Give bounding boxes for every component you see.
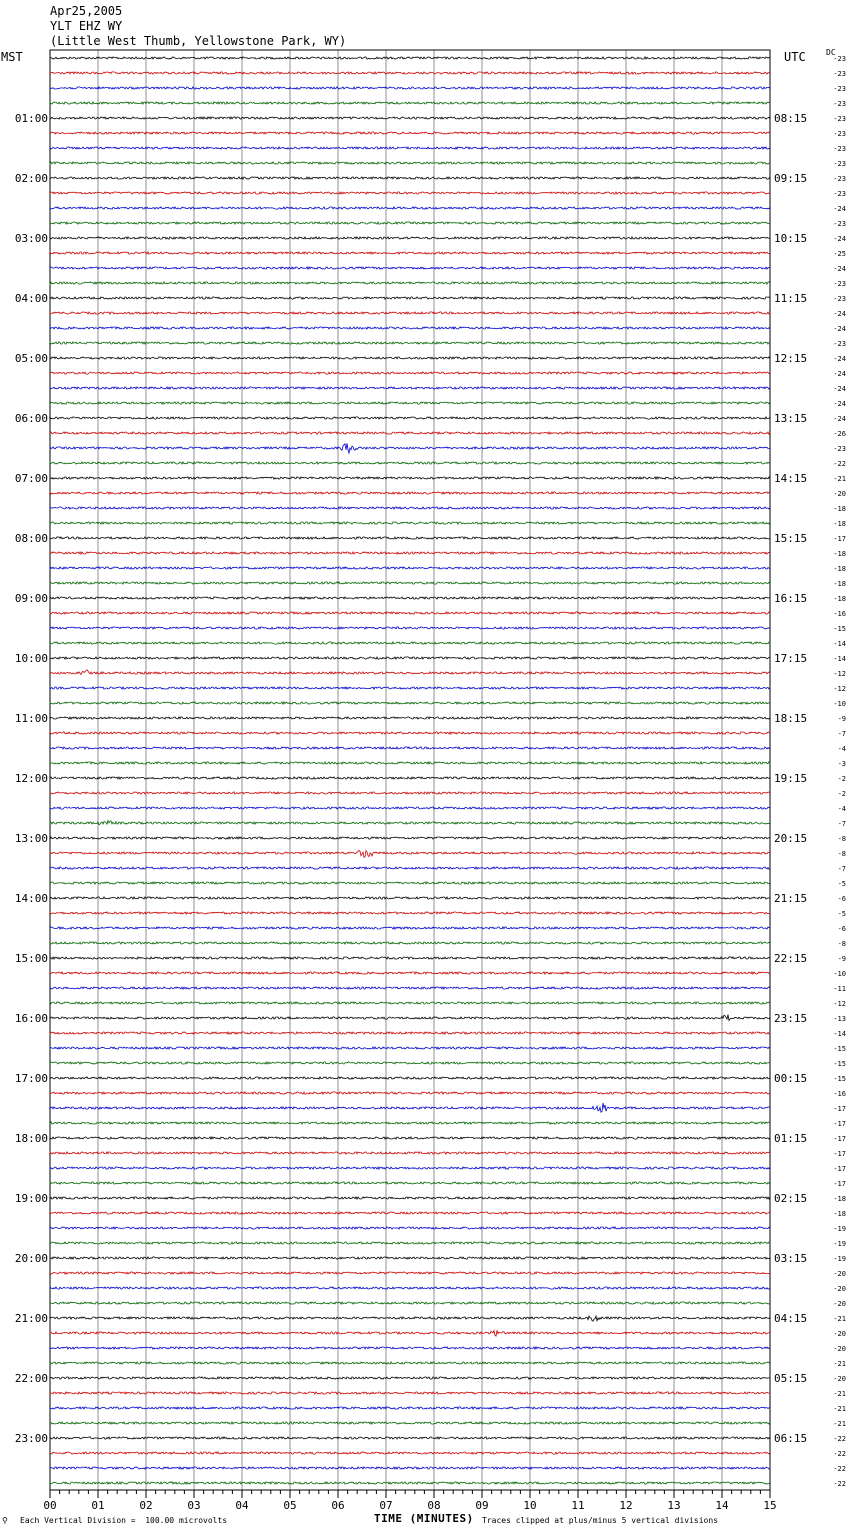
mst-hour-label: 23:00 — [14, 1432, 48, 1445]
utc-hour-label: 01:15 — [774, 1132, 808, 1145]
seismic-trace — [50, 1392, 770, 1394]
dc-offset-label: -9 — [837, 715, 846, 723]
mst-hour-label: 16:00 — [14, 1012, 48, 1025]
dc-offset-label: -14 — [833, 640, 846, 648]
dc-offset-label: -24 — [833, 370, 846, 378]
plot-date: Apr25,2005 — [50, 4, 123, 18]
x-tick-label: 09 — [475, 1499, 489, 1512]
left-timezone-label: MST — [1, 50, 23, 64]
dc-offset-label: -21 — [833, 1390, 846, 1398]
seismic-trace — [50, 670, 770, 675]
dc-offset-label: -4 — [837, 805, 846, 813]
utc-hour-label: 19:15 — [774, 772, 808, 785]
mst-hour-label: 02:00 — [14, 172, 48, 185]
seismic-trace — [50, 1047, 770, 1049]
seismic-trace — [50, 627, 770, 629]
seismic-trace — [50, 1437, 770, 1439]
seismic-trace — [50, 717, 770, 719]
dc-offset-label: -7 — [837, 820, 846, 828]
seismic-trace — [50, 972, 770, 974]
dc-offset-label: -24 — [833, 235, 846, 243]
seismic-trace — [50, 1062, 770, 1064]
dc-offset-label: -23 — [833, 175, 846, 183]
mst-hour-label: 17:00 — [14, 1072, 48, 1085]
seismic-trace — [50, 1272, 770, 1274]
scale-icon: ⚲ — [2, 1516, 8, 1525]
dc-offset-label: -24 — [833, 310, 846, 318]
seismic-trace — [50, 1015, 770, 1021]
dc-offset-label: -23 — [833, 100, 846, 108]
x-tick-label: 10 — [523, 1499, 537, 1512]
seismic-trace — [50, 1032, 770, 1034]
seismic-trace — [50, 1302, 770, 1304]
dc-offset-label: -15 — [833, 625, 846, 633]
seismic-trace — [50, 192, 770, 194]
x-tick-label: 03 — [187, 1499, 201, 1512]
x-tick-label: 01 — [91, 1499, 105, 1512]
seismic-trace — [50, 207, 770, 209]
seismic-trace — [50, 552, 770, 554]
x-tick-label: 06 — [331, 1499, 345, 1512]
dc-offset-label: -22 — [833, 1450, 846, 1458]
utc-hour-label: 09:15 — [774, 172, 808, 185]
mst-hour-label: 04:00 — [14, 292, 48, 305]
utc-hour-label: 20:15 — [774, 832, 808, 845]
dc-offset-label: -18 — [833, 505, 846, 513]
seismic-trace — [50, 747, 770, 749]
dc-offset-label: -20 — [833, 1300, 846, 1308]
dc-offset-label: -18 — [833, 520, 846, 528]
dc-offset-label: -5 — [837, 880, 846, 888]
dc-offset-label: -21 — [833, 1405, 846, 1413]
mst-hour-label: 12:00 — [14, 772, 48, 785]
dc-offset-label: -19 — [833, 1255, 846, 1263]
seismic-trace — [50, 732, 770, 734]
utc-hour-label: 12:15 — [774, 352, 808, 365]
seismic-trace — [50, 57, 770, 59]
seismic-trace — [50, 387, 770, 389]
seismic-trace — [50, 912, 770, 914]
dc-offset-label: -23 — [833, 55, 846, 63]
seismic-trace — [50, 657, 770, 659]
seismic-trace — [50, 402, 770, 404]
mst-hour-label: 15:00 — [14, 952, 48, 965]
dc-offset-label: -16 — [833, 610, 846, 618]
x-tick-label: 11 — [571, 1499, 585, 1512]
seismic-trace — [50, 612, 770, 614]
dc-offset-label: -20 — [833, 1285, 846, 1293]
seismic-trace — [50, 882, 770, 884]
seismic-trace — [50, 702, 770, 704]
dc-offset-label: -24 — [833, 325, 846, 333]
mst-hour-label: 19:00 — [14, 1192, 48, 1205]
dc-offset-label: -16 — [833, 1090, 846, 1098]
seismic-trace — [50, 792, 770, 794]
dc-offset-label: -17 — [833, 1105, 846, 1113]
dc-offset-label: -14 — [833, 655, 846, 663]
x-tick-label: 00 — [43, 1499, 57, 1512]
seismic-trace — [50, 507, 770, 509]
dc-offset-label: -18 — [833, 550, 846, 558]
x-tick-label: 13 — [667, 1499, 681, 1512]
dc-offset-label: -9 — [837, 955, 846, 963]
seismic-trace — [50, 477, 770, 479]
dc-offset-label: -14 — [833, 1030, 846, 1038]
seismic-trace — [50, 777, 770, 779]
dc-offset-label: -6 — [837, 925, 846, 933]
station-location: (Little West Thumb, Yellowstone Park, WY) — [50, 34, 347, 48]
mst-hour-label: 09:00 — [14, 592, 48, 605]
seismic-trace — [50, 117, 770, 119]
mst-hour-label: 13:00 — [14, 832, 48, 845]
mst-hour-label: 22:00 — [14, 1372, 48, 1385]
seismic-trace — [50, 582, 770, 584]
dc-offset-label: -23 — [833, 190, 846, 198]
dc-offset-label: -23 — [833, 220, 846, 228]
utc-hour-label: 06:15 — [774, 1432, 808, 1445]
mst-hour-label: 14:00 — [14, 892, 48, 905]
dc-offset-label: -8 — [837, 940, 846, 948]
seismic-trace — [50, 687, 770, 689]
utc-hour-label: 03:15 — [774, 1252, 808, 1265]
mst-hour-label: 07:00 — [14, 472, 48, 485]
clip-note: Traces clipped at plus/minus 5 vertical divisions — [482, 1516, 719, 1525]
dc-offset-label: -17 — [833, 1165, 846, 1173]
dc-offset-label: -4 — [837, 745, 846, 753]
mst-hour-label: 08:00 — [14, 532, 48, 545]
dc-offset-label: -20 — [833, 1330, 846, 1338]
seismic-trace — [50, 267, 770, 269]
seismic-trace — [50, 642, 770, 644]
seismic-trace — [50, 1347, 770, 1349]
seismic-trace — [50, 1227, 770, 1229]
x-tick-label: 12 — [619, 1499, 633, 1512]
dc-offset-label: -24 — [833, 355, 846, 363]
seismic-trace — [50, 162, 770, 164]
mst-hour-label: 06:00 — [14, 412, 48, 425]
dc-offset-label: -24 — [833, 400, 846, 408]
dc-offset-header: DC — [826, 48, 836, 57]
seismic-trace — [50, 432, 770, 434]
dc-offset-label: -24 — [833, 265, 846, 273]
seismic-trace — [50, 177, 770, 179]
seismic-trace — [50, 987, 770, 989]
dc-offset-label: -22 — [833, 1480, 846, 1488]
dc-offset-label: -12 — [833, 670, 846, 678]
dc-offset-label: -7 — [837, 865, 846, 873]
mst-hour-label: 01:00 — [14, 112, 48, 125]
dc-offset-label: -15 — [833, 1060, 846, 1068]
utc-hour-label: 10:15 — [774, 232, 808, 245]
x-tick-label: 14 — [715, 1499, 729, 1512]
dc-offset-label: -22 — [833, 1465, 846, 1473]
dc-offset-label: -21 — [833, 475, 846, 483]
dc-offset-label: -15 — [833, 1075, 846, 1083]
seismic-trace — [50, 1182, 770, 1184]
seismic-trace — [50, 72, 770, 74]
plot-frame — [50, 50, 770, 1490]
mst-hour-label: 03:00 — [14, 232, 48, 245]
seismic-trace — [50, 312, 770, 314]
utc-hour-label: 08:15 — [774, 112, 808, 125]
x-tick-label: 07 — [379, 1499, 393, 1512]
dc-offset-label: -11 — [833, 985, 846, 993]
seismic-trace — [50, 537, 770, 539]
seismic-trace — [50, 807, 770, 809]
seismic-trace — [50, 147, 770, 149]
utc-hour-label: 05:15 — [774, 1372, 808, 1385]
dc-offset-label: -23 — [833, 295, 846, 303]
seismic-trace — [50, 897, 770, 899]
dc-offset-label: -23 — [833, 340, 846, 348]
seismic-trace — [50, 942, 770, 944]
dc-offset-label: -23 — [833, 445, 846, 453]
seismic-trace — [50, 1422, 770, 1424]
dc-offset-label: -6 — [837, 895, 846, 903]
seismic-trace — [50, 567, 770, 569]
x-tick-label: 15 — [763, 1499, 777, 1512]
dc-offset-label: -20 — [833, 490, 846, 498]
utc-hour-label: 23:15 — [774, 1012, 808, 1025]
dc-offset-label: -5 — [837, 910, 846, 918]
utc-hour-label: 14:15 — [774, 472, 808, 485]
seismic-trace — [50, 102, 770, 104]
dc-offset-label: -2 — [837, 775, 846, 783]
utc-hour-label: 00:15 — [774, 1072, 808, 1085]
seismic-trace — [50, 372, 770, 374]
utc-hour-label: 21:15 — [774, 892, 808, 905]
seismic-trace — [50, 867, 770, 869]
dc-offset-label: -23 — [833, 145, 846, 153]
mst-hour-label: 10:00 — [14, 652, 48, 665]
dc-offset-label: -8 — [837, 835, 846, 843]
dc-offset-label: -20 — [833, 1270, 846, 1278]
seismic-trace — [50, 357, 770, 359]
right-timezone-label: UTC — [784, 50, 806, 64]
dc-offset-label: -23 — [833, 160, 846, 168]
dc-offset-label: -21 — [833, 1420, 846, 1428]
seismic-trace — [50, 222, 770, 224]
dc-offset-label: -22 — [833, 460, 846, 468]
dc-offset-label: -22 — [833, 1435, 846, 1443]
dc-offset-label: -10 — [833, 970, 846, 978]
dc-offset-label: -10 — [833, 700, 846, 708]
dc-offset-label: -18 — [833, 580, 846, 588]
dc-offset-label: -15 — [833, 1045, 846, 1053]
seismic-trace — [50, 1482, 770, 1484]
dc-offset-label: -17 — [833, 1150, 846, 1158]
seismic-trace — [50, 1242, 770, 1244]
seismic-trace — [50, 1197, 770, 1199]
dc-offset-label: -23 — [833, 70, 846, 78]
dc-offset-label: -18 — [833, 565, 846, 573]
dc-offset-label: -17 — [833, 1180, 846, 1188]
seismic-trace — [50, 1103, 770, 1112]
utc-hour-label: 22:15 — [774, 952, 808, 965]
seismic-trace — [50, 132, 770, 134]
seismic-trace — [50, 597, 770, 599]
station-code: YLT EHZ WY — [50, 19, 123, 33]
mst-hour-label: 21:00 — [14, 1312, 48, 1325]
mst-hour-label: 20:00 — [14, 1252, 48, 1265]
utc-hour-label: 11:15 — [774, 292, 808, 305]
x-tick-label: 02 — [139, 1499, 153, 1512]
mst-hour-label: 11:00 — [14, 712, 48, 725]
utc-hour-label: 02:15 — [774, 1192, 808, 1205]
x-tick-label: 04 — [235, 1499, 249, 1512]
seismic-trace — [50, 1212, 770, 1214]
dc-offset-label: -23 — [833, 280, 846, 288]
seismic-trace — [50, 1137, 770, 1139]
utc-hour-label: 15:15 — [774, 532, 808, 545]
dc-offset-label: -8 — [837, 850, 846, 858]
seismic-trace — [50, 837, 770, 839]
dc-offset-label: -18 — [833, 1210, 846, 1218]
dc-offset-label: -20 — [833, 1345, 846, 1353]
dc-offset-label: -24 — [833, 385, 846, 393]
seismic-trace — [50, 1407, 770, 1409]
seismic-trace — [50, 282, 770, 284]
dc-offset-label: -21 — [833, 1360, 846, 1368]
seismic-trace — [50, 342, 770, 344]
seismic-trace — [50, 1122, 770, 1124]
utc-hour-label: 04:15 — [774, 1312, 808, 1325]
seismic-trace — [50, 1316, 770, 1321]
utc-hour-label: 18:15 — [774, 712, 808, 725]
x-axis-title: TIME (MINUTES) — [374, 1512, 474, 1525]
seismic-trace — [50, 1077, 770, 1079]
dc-offset-label: -12 — [833, 1000, 846, 1008]
dc-offset-label: -3 — [837, 760, 846, 768]
seismic-trace — [50, 522, 770, 524]
dc-offset-label: -19 — [833, 1225, 846, 1233]
seismic-trace — [50, 1377, 770, 1379]
utc-hour-label: 17:15 — [774, 652, 808, 665]
seismic-trace — [50, 957, 770, 959]
seismic-trace — [50, 1467, 770, 1469]
seismic-trace — [50, 1362, 770, 1364]
dc-offset-label: -19 — [833, 1240, 846, 1248]
seismic-trace — [50, 851, 770, 858]
utc-hour-label: 16:15 — [774, 592, 808, 605]
seismic-trace — [50, 492, 770, 494]
seismic-trace — [50, 462, 770, 464]
seismic-trace — [50, 1287, 770, 1289]
seismic-trace — [50, 87, 770, 89]
x-tick-label: 08 — [427, 1499, 441, 1512]
dc-offset-label: -17 — [833, 1120, 846, 1128]
dc-offset-label: -23 — [833, 130, 846, 138]
seismic-trace — [50, 417, 770, 419]
dc-offset-label: -23 — [833, 115, 846, 123]
dc-offset-label: -26 — [833, 430, 846, 438]
seismic-trace — [50, 1330, 770, 1336]
dc-offset-label: -23 — [833, 85, 846, 93]
seismic-trace — [50, 1092, 770, 1094]
dc-offset-label: -24 — [833, 205, 846, 213]
dc-offset-label: -13 — [833, 1015, 846, 1023]
seismic-trace — [50, 821, 770, 825]
dc-offset-label: -17 — [833, 535, 846, 543]
seismic-trace — [50, 327, 770, 329]
seismic-trace — [50, 1452, 770, 1454]
x-tick-label: 05 — [283, 1499, 297, 1512]
seismic-trace — [50, 1257, 770, 1259]
dc-offset-label: -2 — [837, 790, 846, 798]
mst-hour-label: 05:00 — [14, 352, 48, 365]
scale-note: Each Vertical Division = 100.00 microvolts — [20, 1516, 228, 1525]
seismic-trace — [50, 762, 770, 764]
dc-offset-label: -20 — [833, 1375, 846, 1383]
seismic-trace — [50, 1167, 770, 1169]
dc-offset-label: -17 — [833, 1135, 846, 1143]
dc-offset-label: -21 — [833, 1315, 846, 1323]
utc-hour-label: 13:15 — [774, 412, 808, 425]
seismic-trace — [50, 1002, 770, 1004]
dc-offset-label: -18 — [833, 1195, 846, 1203]
seismic-trace — [50, 252, 770, 254]
seismic-trace — [50, 237, 770, 239]
dc-offset-label: -12 — [833, 685, 846, 693]
dc-offset-label: -7 — [837, 730, 846, 738]
seismic-trace — [50, 443, 770, 453]
dc-offset-label: -25 — [833, 250, 846, 258]
seismic-trace — [50, 297, 770, 299]
dc-offset-label: -18 — [833, 595, 846, 603]
mst-hour-label: 18:00 — [14, 1132, 48, 1145]
dc-offset-label: -24 — [833, 415, 846, 423]
seismic-trace — [50, 1152, 770, 1154]
seismic-trace — [50, 927, 770, 929]
